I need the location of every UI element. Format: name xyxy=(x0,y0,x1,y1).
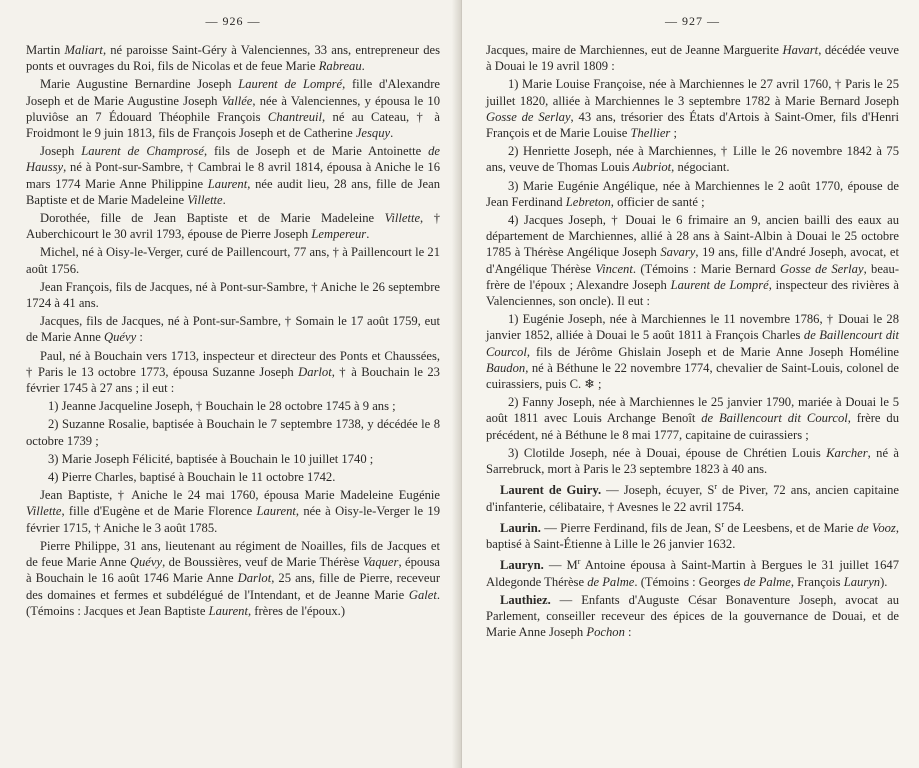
italic-name: Laurent xyxy=(208,603,248,618)
italic-name: Maliart xyxy=(64,43,103,57)
text-run: Jacques, fils de Jacques, né à Pont-sur-Sambre, † Somain le 17 août 1759, eut de Marie Anne xyxy=(26,314,440,345)
text-run: : xyxy=(136,330,143,345)
italic-name: Galet xyxy=(408,587,437,602)
text-run: de Leesbens, et de Marie xyxy=(724,521,857,536)
italic-name: de Haussy xyxy=(26,144,441,175)
italic-name: Rabreau xyxy=(318,59,362,74)
text-run: ; xyxy=(670,126,677,141)
entry-heading: Lauryn. xyxy=(500,558,544,573)
entry-heading: Laurent de Guiry. xyxy=(500,483,602,498)
text-run: 1) Eugénie Joseph, née à Marchiennes le 11 novembre 1786, † Douai le 28 janvier 1852, alliée à Douai le 5 août 1811 à François Charles xyxy=(486,312,899,343)
text-run: , beau-frère de l'époux ; Alexandre Joseph xyxy=(486,261,900,292)
text-run: — Joseph, écuyer, S xyxy=(601,483,715,498)
page-text xyxy=(26,42,440,619)
text-run: , né au Cateau, † à Froidmont le 9 juin 1813, fils de François Joseph et de Catherine xyxy=(26,109,440,141)
italic-name: Chantreuil xyxy=(267,109,323,124)
entry-paragraph xyxy=(26,210,440,242)
entry-heading: Laurin. xyxy=(500,521,541,536)
italic-name: Villette xyxy=(187,192,223,207)
superscript: r xyxy=(721,519,725,529)
text-run: 2) Fanny Joseph, née à Marchiennes le 25 janvier 1790, mariée à Douai le 5 août 1811 avec Louis Archange Benoît xyxy=(486,395,899,426)
text-run: 3) Marie Joseph Félicité, baptisée à Bouchain le 10 juillet 1740 ; xyxy=(48,451,374,466)
italic-name: Villette xyxy=(384,211,421,226)
entry-paragraph xyxy=(486,311,899,392)
text-run: Martin xyxy=(26,43,65,57)
entry-paragraph xyxy=(26,538,440,619)
italic-name: Laurent xyxy=(207,176,248,191)
text-run: , frères de l'époux.) xyxy=(247,603,346,618)
text-run: . xyxy=(222,192,226,207)
entry-paragraph xyxy=(486,554,899,590)
text-run: , de Boussières, veuf de Marie Thérèse xyxy=(162,555,363,570)
entry-paragraph xyxy=(486,479,899,515)
text-run: Paul, né à Bouchain vers 1713, inspecteur et directeur des Ponts et Chaussées, † Paris le 13 octobre 1773, épousa Suzanne Joseph xyxy=(26,348,440,379)
text-run: , inspecteur des rivières à Valenciennes, son oncle). Il eut : xyxy=(486,277,899,309)
superscript: r xyxy=(577,557,581,567)
text-run: , † Auberchicourt le 30 avril 1793, épouse de Pierre Joseph xyxy=(26,211,441,242)
text-run: . (Témoins : Jacques et Jean Baptiste xyxy=(26,587,440,618)
text-run: — Enfants d'Auguste César Bonaventure Joseph, avocat au Parlement, conseiller receveur des épices de la gouvernance de Douai, et de Marie Anne Joseph xyxy=(486,593,899,640)
italic-name: Laurent de Lompré xyxy=(670,277,769,292)
entry-paragraph xyxy=(26,42,440,74)
text-run: , négociant. xyxy=(671,160,730,175)
text-run: Jacques, maire de Marchiennes, eut de Jeanne Marguerite xyxy=(486,43,783,57)
entry-paragraph xyxy=(486,178,899,210)
text-run: , fille d'Alexandre Joseph et de Marie Augustine Joseph xyxy=(26,77,440,108)
superscript: r xyxy=(714,482,718,492)
italic-name: de Palme xyxy=(587,574,635,589)
page-number: — 926 — xyxy=(205,14,261,28)
entry-paragraph xyxy=(26,313,440,345)
text-run: 4) Pierre Charles, baptisé à Bouchain le 11 octobre 1742. xyxy=(48,470,336,485)
italic-name: Darlot xyxy=(237,571,272,586)
text-run: 3) Marie Eugénie Angélique, née à Marchiennes le 2 août 1770, épouse de Jean Ferdinand xyxy=(486,178,899,209)
italic-name: Baudon xyxy=(486,360,526,375)
entry-paragraph xyxy=(26,143,440,208)
right-page xyxy=(462,0,919,768)
text-run: Marie Augustine Bernardine Joseph xyxy=(40,77,239,92)
italic-name: Thellier xyxy=(630,126,671,141)
text-run: , officier de santé ; xyxy=(610,194,705,209)
text-run: Jean François, fils de Jacques, né à Pont-sur-Sambre, † Aniche le 26 septembre 1724 à 41 ans. xyxy=(26,279,440,311)
text-run: de Piver, 72 ans, ancien capitaine d'infanterie, célibataire, † Avesnes le 22 avril 1754. xyxy=(486,483,899,514)
entry-paragraph xyxy=(486,517,899,553)
entry-heading: Lauthiez. xyxy=(500,593,551,608)
italic-name: de Baillencourt dit Courcol xyxy=(701,411,848,426)
text-run: 1) Marie Louise Françoise, née à Marchiennes le 27 avril 1760, † Paris le 25 juillet 1820, alliée à Marchiennes le 3 septembre 1782 à Marie Bernard Joseph xyxy=(486,77,899,108)
italic-name: Laurent xyxy=(256,504,296,519)
italic-name: Gosse de Serlay xyxy=(780,261,864,276)
italic-name: Lempereur xyxy=(311,227,367,242)
italic-name: Savary xyxy=(660,245,696,260)
entry-paragraph xyxy=(26,416,440,448)
text-run: , né paroisse Saint-Géry à Valenciennes, 33 ans, entrepreneur des ponts et ouvrages du Roi, fils de Nicolas et de feue Marie xyxy=(26,43,440,74)
entry-paragraph xyxy=(486,212,899,309)
text-run: Dorothée, fille de Jean Baptiste et de Marie Madeleine xyxy=(40,211,385,226)
italic-name: de Baillencourt dit Courcol xyxy=(486,328,900,359)
italic-name: Laurent de Lompré xyxy=(238,77,343,92)
entry-paragraph xyxy=(26,398,440,414)
italic-name: Karcher xyxy=(826,445,868,460)
text-run: , née audit lieu, 28 ans, fille de Jean Baptiste et de Marie Madeleine xyxy=(26,176,440,207)
text-run: 2) Suzanne Rosalie, baptisée à Bouchain le 7 septembre 1738, y décédée le 8 octobre 1739 ; xyxy=(26,417,440,448)
text-run: , né à Béthune le 22 novembre 1774, chevalier de Saint-Louis, colonel de cuirassiers, puis C. ❄ ; xyxy=(486,360,899,392)
italic-name: Quévy xyxy=(129,555,163,570)
entry-paragraph xyxy=(26,279,440,311)
italic-name: Darlot xyxy=(298,364,332,379)
italic-name: Quévy xyxy=(104,330,137,345)
text-run: , épousa à Bouchain le 16 août 1746 Marie Anne xyxy=(26,555,440,586)
text-run: , 43 ans, trésorier des États d'Artois à Saint-Omer, fils d'Henri François et de Marie Louise xyxy=(486,109,900,141)
text-run: , né à Pont-sur-Sambre, † Cambrai le 8 avril 1814, épousa à Aniche le 16 mars 1774 Marie Anne Philippine xyxy=(26,160,440,191)
text-run: 3) Clotilde Joseph, née à Douai, épouse de Chrétien Louis xyxy=(508,445,827,460)
text-run: Joseph xyxy=(40,144,82,159)
entry-paragraph xyxy=(26,348,440,397)
entry-paragraph xyxy=(486,394,899,443)
italic-name: Lauryn xyxy=(843,574,881,589)
text-run: , fils de Joseph et de Marie Antoinette xyxy=(203,144,429,159)
italic-name: Jesquy xyxy=(355,126,391,141)
italic-name: Aubriot xyxy=(632,160,672,175)
italic-name: Laurent de Champrosé xyxy=(81,144,204,159)
text-run: . xyxy=(366,227,370,242)
italic-name: Havart xyxy=(782,43,819,57)
text-run: , frère du précédent, né à Béthune le 8 mai 1777, capitaine de cuirassiers ; xyxy=(486,411,899,442)
text-run: 2) Henriette Joseph, née à Marchiennes, † Lille le 26 novembre 1842 à 75 ans, veuve de Thomas Louis xyxy=(486,144,899,175)
entry-paragraph xyxy=(486,592,899,641)
text-run: . (Témoins : Marie Bernard xyxy=(632,261,781,276)
entry-paragraph xyxy=(26,487,440,536)
italic-name: Vallée xyxy=(221,93,253,108)
entry-paragraph xyxy=(26,76,440,141)
text-run: , né à Sarrebruck, mort à Paris le 23 septembre 1823 à 40 ans. xyxy=(486,445,900,477)
text-run: . (Témoins : Georges xyxy=(634,574,744,589)
entry-paragraph xyxy=(486,76,899,141)
page-text xyxy=(486,42,899,641)
italic-name: de Vooz xyxy=(856,521,896,536)
text-run: ). xyxy=(880,574,888,589)
text-run: Pierre Philippe, 31 ans, lieutenant au régiment de Noailles, fils de Jacques et de feue Marie Anne xyxy=(26,538,440,570)
text-run: Jean Baptiste, † Aniche le 24 mai 1760, épousa Marie Madeleine Eugénie xyxy=(40,488,440,503)
text-run: , François xyxy=(790,574,844,589)
italic-name: Vaquer xyxy=(362,555,399,570)
text-run: , † à Bouchain le 23 février 1745 à 27 ans ; il eut : xyxy=(26,364,440,396)
entry-paragraph xyxy=(26,451,440,467)
text-run: , 19 ans, fille d'André Joseph, avocat, et d'Angélique Thérèse xyxy=(486,245,899,276)
text-run: , baptisé à Saint-Étienne à Lille le 26 janvier 1632. xyxy=(486,521,899,552)
text-run: , décédée veuve à Douai le 19 avril 1809 : xyxy=(486,43,899,74)
text-run: , 25 ans, fille de Pierre, receveur des domaines et fermes et subdélégué de l'Intendant, et de Jeanne Marie xyxy=(26,571,441,602)
text-run: , fille d'Eugène et de Marie Florence xyxy=(61,504,257,519)
text-run: — M xyxy=(543,558,578,573)
text-run: , née à Valenciennes, y épousa le 10 pluviôse an 7 Édouard Théophile François xyxy=(26,93,441,124)
text-run: Antoine épousa à Saint-Martin à Bergues le 31 juillet 1647 Aldegonde Thérèse xyxy=(486,558,899,589)
entry-paragraph xyxy=(486,143,899,175)
text-run: 4) Jacques Joseph, † Douai le 6 frimaire an 9, ancien bailli des eaux au département de Marchiennes, allié à 28 ans à Saint-Albin à Douai le 25 octobre 1785 à Thérèse Angélique Joseph xyxy=(486,213,899,260)
text-run: 1) Jeanne Jacqueline Joseph, † Bouchain le 28 octobre 1745 à 9 ans ; xyxy=(48,399,396,414)
entry-paragraph xyxy=(26,469,440,485)
entry-paragraph xyxy=(26,244,440,276)
italic-name: Villette xyxy=(26,504,62,519)
text-run: . xyxy=(361,59,365,74)
italic-name: Vincent xyxy=(595,261,633,276)
italic-name: Pochon xyxy=(586,625,625,640)
text-run: , fils de Jérôme Ghislain Joseph et de Marie Anne Joseph Homéline xyxy=(526,344,899,359)
text-run: — Pierre Ferdinand, fils de Jean, S xyxy=(540,521,722,536)
entry-paragraph xyxy=(486,445,899,477)
italic-name: de Palme xyxy=(743,574,791,589)
text-run: , née à Oisy-le-Verger le 19 février 1715, † Aniche le 3 août 1785. xyxy=(26,504,440,535)
entry-paragraph xyxy=(486,42,899,74)
page-number: — 927 — xyxy=(665,14,720,28)
text-run: Michel, né à Oisy-le-Verger, curé de Paillencourt, 77 ans, † à Paillencourt le 21 août 1756. xyxy=(26,245,440,276)
italic-name: Lebreton xyxy=(565,194,611,209)
text-run: : xyxy=(624,625,632,640)
italic-name: Gosse de Serlay xyxy=(486,109,571,124)
text-run: . xyxy=(390,126,394,141)
